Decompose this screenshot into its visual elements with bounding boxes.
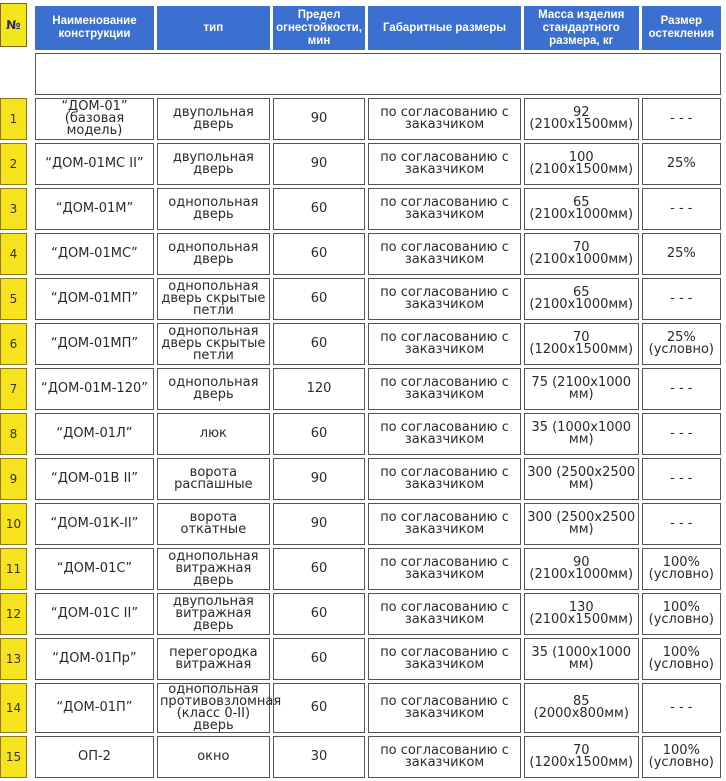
cell-dims: по согласованию с заказчиком [368,188,521,230]
cell-fire: 30 [273,736,366,778]
cell-name: “ДОМ-01Л” [35,413,154,455]
cell-fire: 90 [273,503,366,545]
cell-dims: по согласованию с заказчиком [368,503,521,545]
column-header-fire: Предел огнестойкости, мин [273,6,366,50]
cell-dims: по согласованию с заказчиком [368,278,521,320]
cell-dims: по согласованию с заказчиком [368,413,521,455]
cell-mass: 65 (2100x1000мм) [524,278,639,320]
cell-glazing: - - - [642,278,721,320]
cell-name: ОП-2 [35,736,154,778]
cell-mass: 70 (2100x1000мм) [524,233,639,275]
number-header: № [0,3,27,47]
cell-glazing: - - - [642,98,721,140]
row-number: 6 [0,323,27,365]
cell-type: ворота распашные [157,458,270,500]
cell-fire: 60 [273,188,366,230]
column-header-dims: Габаритные размеры [368,6,521,50]
cell-type: однопольная дверь скрытые петли [157,278,270,320]
cell-type: однопольная витражная дверь [157,548,270,590]
cell-dims: по согласованию с заказчиком [368,458,521,500]
row-number: 3 [0,188,27,230]
cell-mass: 35 (1000x1000 мм) [524,413,639,455]
cell-glazing: 25% (условно) [642,323,721,365]
cell-name: “ДОМ-01МП” [35,278,154,320]
cell-fire: 60 [273,593,366,635]
cell-dims: по согласованию с заказчиком [368,593,521,635]
cell-glazing: - - - [642,458,721,500]
cell-name: “ДОМ-01М-120” [35,368,154,410]
cell-dims: по согласованию с заказчиком [368,638,521,680]
cell-glazing: - - - [642,188,721,230]
table-row [35,323,721,365]
cell-glazing: 100% (условно) [642,548,721,590]
cell-fire: 60 [273,638,366,680]
row-number: 8 [0,413,27,455]
cell-dims: по согласованию с заказчиком [368,233,521,275]
table-row [35,143,721,185]
cell-dims: по согласованию с заказчиком [368,368,521,410]
cell-glazing: - - - [642,683,721,733]
table-row [35,736,721,778]
cell-mass: 300 (2500x2500 мм) [524,458,639,500]
cell-type: однопольная дверь [157,368,270,410]
table-row [35,233,721,275]
row-number: 9 [0,458,27,500]
cell-type: двупольная дверь [157,98,270,140]
row-number: 10 [0,503,27,545]
cell-fire: 60 [273,683,366,733]
cell-glazing: 100% (условно) [642,593,721,635]
table-row [35,188,721,230]
cell-name: “ДОМ-01МС II” [35,143,154,185]
cell-name: “ДОМ-01” (базовая модель) [35,98,154,140]
cell-name: “ДОМ-01В II” [35,458,154,500]
cell-glazing: - - - [642,413,721,455]
table-row [35,98,721,140]
cell-dims: по согласованию с заказчиком [368,323,521,365]
cell-mass: 300 (2500x2500 мм) [524,503,639,545]
row-number: 2 [0,143,27,185]
cell-fire: 60 [273,323,366,365]
cell-glazing: - - - [642,368,721,410]
cell-mass: 35 (1000x1000 мм) [524,638,639,680]
cell-mass: 70 (1200x1500мм) [524,323,639,365]
column-header-type: тип [157,6,270,50]
column-header-mass: Масса изделия стандартного размера, кг [524,6,639,50]
cell-glazing: 100% (условно) [642,638,721,680]
cell-type: окно [157,736,270,778]
row-number-column [0,0,29,764]
table-row [35,503,721,545]
cell-type: люк [157,413,270,455]
cell-fire: 90 [273,98,366,140]
cell-name: “ДОМ-01МП” [35,323,154,365]
cell-fire: 90 [273,143,366,185]
row-number: 11 [0,548,27,590]
cell-glazing: - - - [642,503,721,545]
row-number: 7 [0,368,27,410]
cell-glazing: 25% [642,233,721,275]
cell-name: “ДОМ-01П” [35,683,154,733]
table-row [35,458,721,500]
table-header-row [35,6,721,50]
row-number: 4 [0,233,27,275]
cell-dims: по согласованию с заказчиком [368,143,521,185]
cell-name: “ДОМ-01МС” [35,233,154,275]
cell-dims: по согласованию с заказчиком [368,548,521,590]
row-number: 1 [0,98,27,140]
cell-glazing: 25% [642,143,721,185]
row-number: 13 [0,638,27,680]
table-row [35,278,721,320]
row-number: 5 [0,278,27,320]
cell-dims: по согласованию с заказчиком [368,683,521,733]
cell-glazing: 100% (условно) [642,736,721,778]
cell-name: “ДОМ-01С” [35,548,154,590]
cell-mass: 85 (2000x800мм) [524,683,639,733]
cell-mass: 100 (2100x1500мм) [524,143,639,185]
cell-mass: 65 (2100x1000мм) [524,188,639,230]
cell-fire: 60 [273,548,366,590]
cell-fire: 120 [273,368,366,410]
fire-door-table [32,3,724,781]
cell-fire: 60 [273,233,366,275]
row-number: 15 [0,736,27,778]
table-row [35,683,721,733]
cell-dims: по согласованию с заказчиком [368,736,521,778]
cell-mass: 130 (2100x1500мм) [524,593,639,635]
column-header-glazing: Размер остекления [642,6,721,50]
cell-mass: 70 (1200x1500мм) [524,736,639,778]
cell-fire: 90 [273,458,366,500]
cell-type: однопольная дверь скрытые петли [157,323,270,365]
cell-type: однопольная противовзломная (класс 0-II) дверь [157,683,270,733]
table-row [35,413,721,455]
cell-dims: по согласованию с заказчиком [368,98,521,140]
row-number: 14 [0,683,27,733]
table-row [35,638,721,680]
column-header-name: Наименование конструкции [35,6,154,50]
cell-fire: 60 [273,278,366,320]
cell-type: двупольная дверь [157,143,270,185]
cell-fire: 60 [273,413,366,455]
row-number: 12 [0,593,27,635]
cell-type: двупольная витражная дверь [157,593,270,635]
cell-mass: 90 (2100x1000мм) [524,548,639,590]
cell-name: “ДОМ-01К-II” [35,503,154,545]
table-row [35,548,721,590]
cell-type: однопольная дверь [157,233,270,275]
cell-name: “ДОМ-01М” [35,188,154,230]
cell-type: ворота откатные [157,503,270,545]
table-row [35,368,721,410]
table-row [35,593,721,635]
cell-mass: 92 (2100x1500мм) [524,98,639,140]
cell-type: однопольная дверь [157,188,270,230]
cell-mass: 75 (2100x1000 мм) [524,368,639,410]
cell-name: “ДОМ-01С II” [35,593,154,635]
cell-name: “ДОМ-01Пр” [35,638,154,680]
cell-type: перегородка витражная [157,638,270,680]
